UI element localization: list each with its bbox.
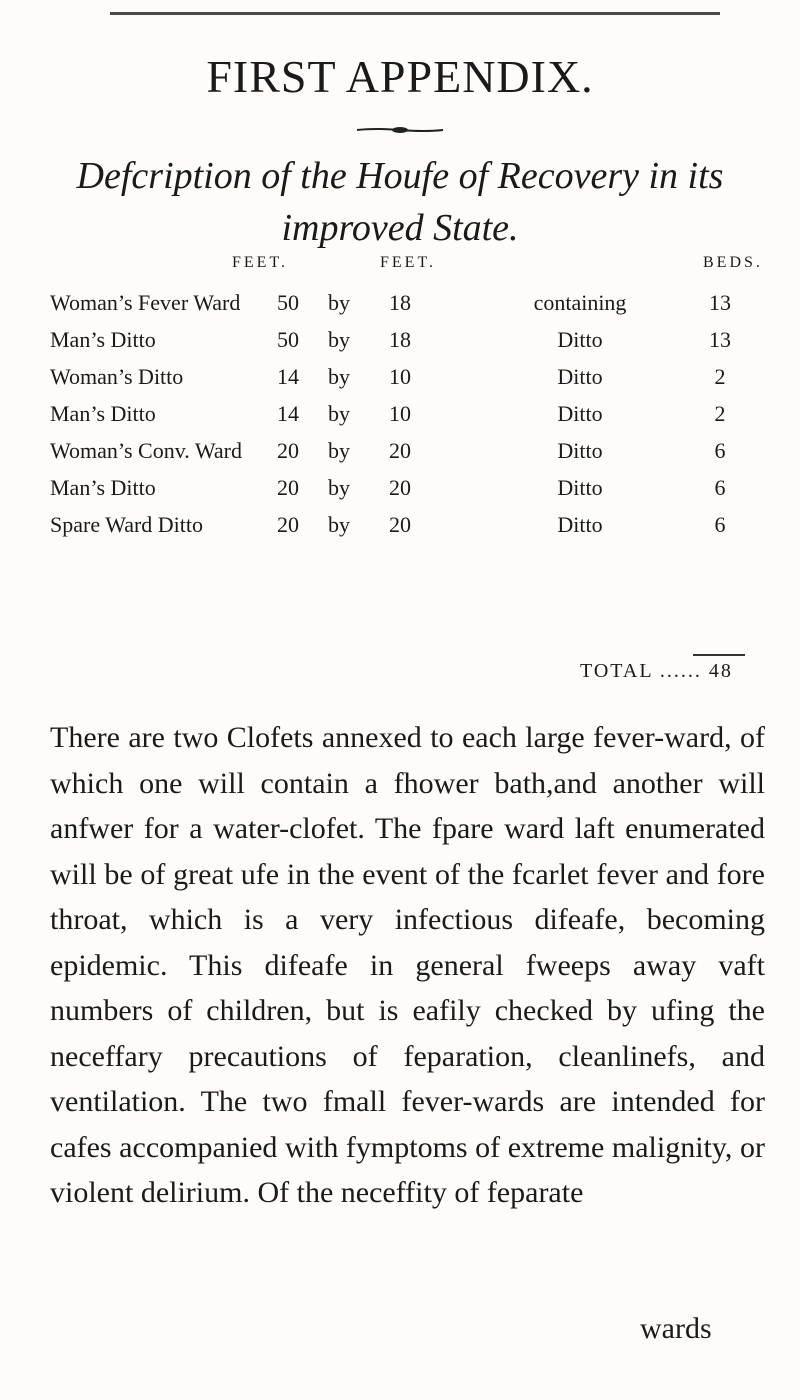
table-row xyxy=(0,512,800,546)
by-label: by xyxy=(328,364,350,389)
by-label: by xyxy=(328,327,350,352)
length-feet: 20 xyxy=(389,475,411,500)
ward-name: Man’s Ditto xyxy=(50,401,156,426)
subtitle xyxy=(0,150,800,254)
header-feet-2: FEET. xyxy=(380,254,437,271)
by-label: by xyxy=(328,401,350,426)
contains-label: Ditto xyxy=(557,364,603,389)
beds-count: 13 xyxy=(709,290,731,315)
length-feet: 10 xyxy=(389,401,411,426)
ward-name: Man’s Ditto xyxy=(50,475,156,500)
header-beds: BEDS. xyxy=(703,254,763,271)
catchword: wards xyxy=(640,1312,712,1345)
beds-count: 2 xyxy=(714,364,726,389)
length-feet: 20 xyxy=(389,512,411,537)
page-title: FIRST APPENDIX. xyxy=(206,51,594,102)
ward-name: Man’s Ditto xyxy=(50,327,156,352)
length-feet: 18 xyxy=(389,327,411,352)
by-label: by xyxy=(328,512,350,537)
width-feet: 20 xyxy=(277,475,299,500)
width-feet: 50 xyxy=(277,290,299,315)
length-feet: 18 xyxy=(389,290,411,315)
table-row xyxy=(0,401,800,435)
by-label: by xyxy=(328,290,350,315)
by-label: by xyxy=(328,475,350,500)
ward-name: Woman’s Ditto xyxy=(50,364,184,389)
length-feet: 20 xyxy=(389,438,411,463)
ward-name: Spare Ward Ditto xyxy=(50,512,204,537)
contains-label: Ditto xyxy=(557,475,603,500)
beds-count: 6 xyxy=(714,438,726,463)
table-row xyxy=(0,438,800,472)
contains-label: Ditto xyxy=(557,401,603,426)
width-feet: 14 xyxy=(277,401,299,426)
contains-label: Ditto xyxy=(557,512,603,537)
width-feet: 20 xyxy=(277,512,299,537)
total-label: TOTAL ...... 48 xyxy=(580,660,733,682)
subtitle-line-1: Defcription of the Houfe of Recovery in its xyxy=(76,155,724,197)
beds-count: 13 xyxy=(709,327,731,352)
contains-label: containing xyxy=(533,290,627,315)
table-row xyxy=(0,475,800,509)
table-row xyxy=(0,327,800,361)
header-feet-1: FEET. xyxy=(232,254,289,271)
ward-name: Woman’s Fever Ward xyxy=(50,290,241,315)
length-feet: 10 xyxy=(389,364,411,389)
subtitle-line-2: improved State. xyxy=(281,207,519,249)
ornament-divider xyxy=(355,125,445,135)
width-feet: 50 xyxy=(277,327,299,352)
table-row xyxy=(0,364,800,398)
beds-count: 6 xyxy=(714,512,726,537)
beds-count: 6 xyxy=(714,475,726,500)
beds-count: 2 xyxy=(714,401,726,426)
body-paragraph: There are two Clofets annexed to each large fever-ward, of which one will contain a fhower bath,and another will anfwer for a water-clofet. The fpare ward laft enumerated will be of great ufe in the event of the fcarlet fever and fore throat, which is a very infectious difeafe, becoming epidemic. This difeafe in general fweeps away vaft numbers of children, but is eafily checked by ufing the neceffary precautions of feparation, cleanlinefs, and ventilation. The two fmall fever-wards are intended for cafes accompanied with fymptoms of extreme malignity, or violent delirium. Of the neceffity of feparate xyxy=(50,721,765,1209)
ward-name: Woman’s Conv. Ward xyxy=(50,438,242,463)
width-feet: 14 xyxy=(277,364,299,389)
total-rule xyxy=(693,654,745,656)
contains-label: Ditto xyxy=(557,327,603,352)
top-rule xyxy=(110,12,720,15)
width-feet: 20 xyxy=(277,438,299,463)
by-label: by xyxy=(328,438,350,463)
table-row xyxy=(0,290,800,324)
contains-label: Ditto xyxy=(557,438,603,463)
